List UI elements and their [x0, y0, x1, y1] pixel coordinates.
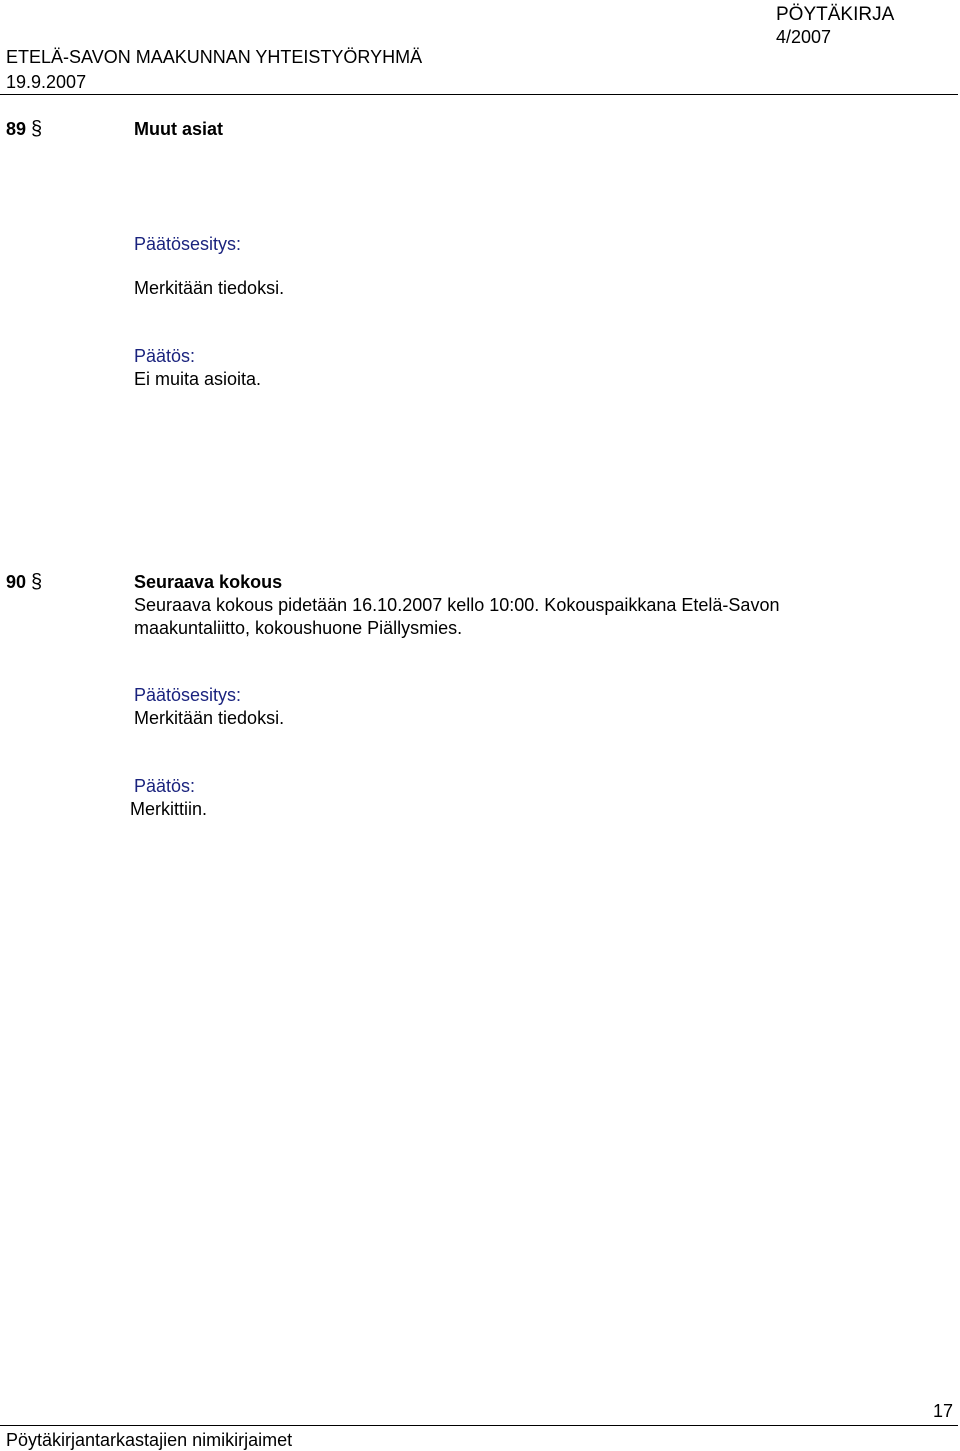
- section-89-proposal-text: Merkitään tiedoksi.: [134, 278, 285, 298]
- section-90-decision-label: Päätös:: [134, 776, 196, 796]
- header-divider: [0, 94, 958, 95]
- section-90-number: 90: [6, 572, 27, 592]
- section-90-body-line-1: Seuraava kokous pidetään 16.10.2007 kello 10:00. Kokouspaikkana Etelä-Savon: [134, 595, 780, 615]
- section-90-body-line-2: maakuntaliitto, kokoushuone Piällysmies.: [134, 618, 463, 638]
- section-89-decision-text: Ei muita asioita.: [134, 369, 262, 389]
- section-89-proposal-label: Päätösesitys:: [134, 234, 242, 254]
- organization-name: ETELÄ-SAVON MAAKUNNAN YHTEISTYÖRYHMÄ: [6, 47, 423, 67]
- document-type: PÖYTÄKIRJA: [776, 4, 895, 25]
- page-number: 17: [933, 1401, 954, 1421]
- meeting-date: 19.9.2007: [6, 72, 87, 92]
- section-90-paragraph-symbol: §: [31, 571, 43, 593]
- section-89-title: Muut asiat: [134, 119, 224, 139]
- footer-divider-right: [920, 1425, 958, 1426]
- section-89-number: 89: [6, 119, 27, 139]
- document-number: 4/2007: [776, 27, 832, 47]
- footer-divider: [0, 1425, 920, 1426]
- section-90-proposal-text: Merkitään tiedoksi.: [134, 708, 285, 728]
- section-90-title: Seuraava kokous: [134, 572, 283, 592]
- section-89-decision-label: Päätös:: [134, 346, 196, 366]
- section-89-paragraph-symbol: §: [31, 118, 43, 140]
- section-90-decision-text: Merkittiin.: [130, 799, 208, 819]
- signature-label: Pöytäkirjantarkastajien nimikirjaimet: [6, 1430, 293, 1450]
- section-90-proposal-label: Päätösesitys:: [134, 685, 242, 705]
